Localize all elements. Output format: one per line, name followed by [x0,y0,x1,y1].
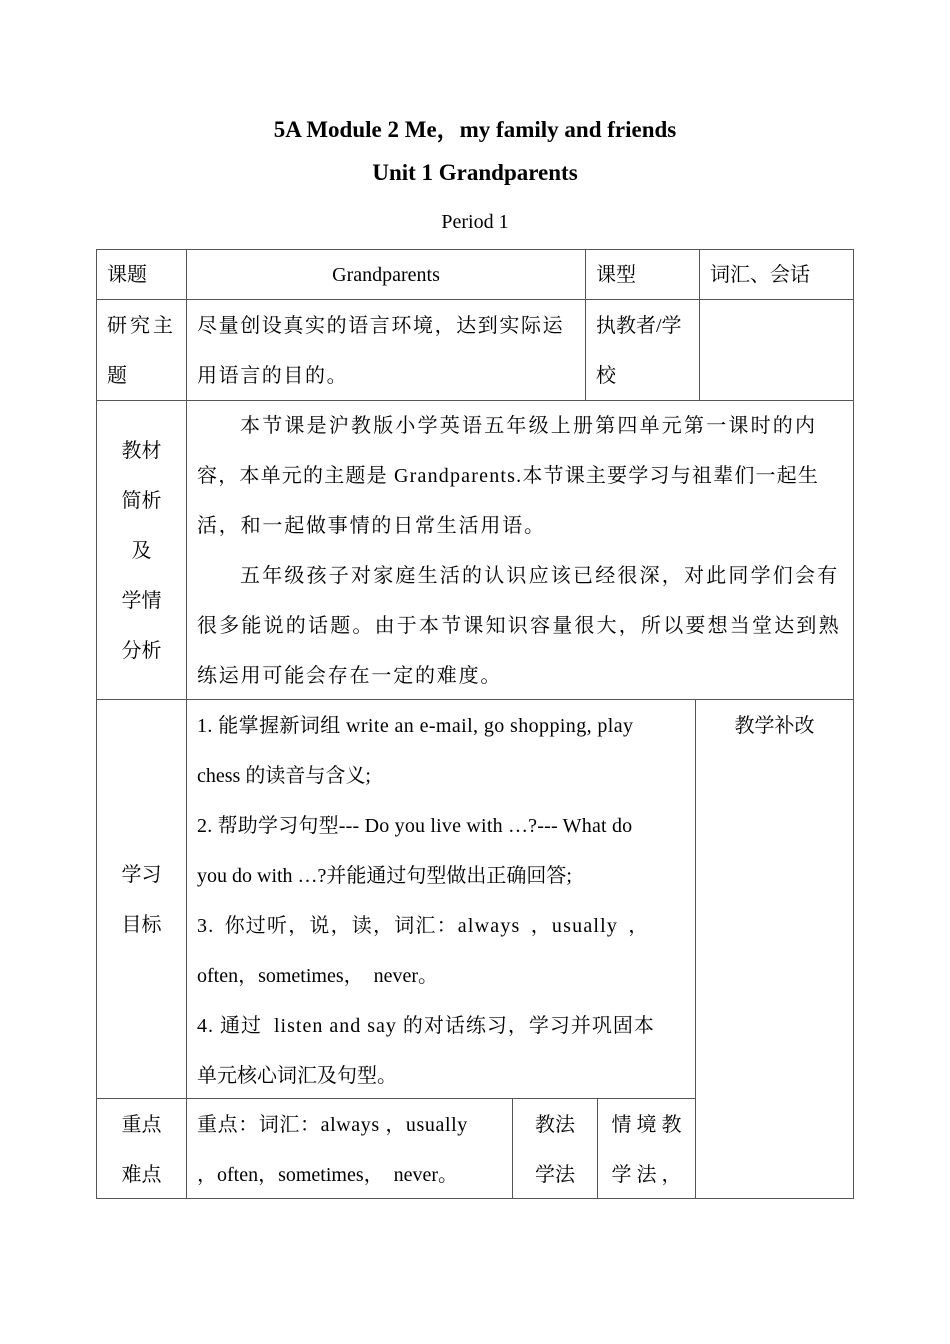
method-value: 情 境 教 学 法 ， [611,1114,682,1186]
table-rule [186,249,187,1198]
document-title: 5A Module 2 Me，my family and friends [273,117,677,142]
table-border-right [853,249,854,1198]
analysis-label: 教材 简析 及 学情 分析 [121,440,162,662]
table-rule [695,699,696,1198]
objectives-label: 学习 目标 [121,864,162,936]
teacher-school-value [700,301,850,399]
lesson-topic-value: Grandparents [332,264,440,286]
table-border-left [96,249,97,1198]
teacher-school-label: 执教者/学 校 [596,315,682,387]
key-points-text: 重点：词汇：always ，usually ，often，sometimes， never。 [197,1114,468,1186]
unit-title: Unit 1 Grandparents [372,160,578,185]
lesson-topic-label: 课题 [107,264,147,286]
teaching-revision-label: 教学补改 [734,715,815,737]
lesson-type-value: 词汇、会话 [710,264,810,286]
research-theme-value: 尽量创设真实的语言环境，达到实际运 用语言的目的。 [197,315,565,387]
analysis-text: 本节课是沪教版小学英语五年级上册第四单元第一课时的内 容，本单元的主题是 Grandparents.本节课主要学习与祖辈们一起生 活，和一起做事情的日常生活用语。 五年级孩子对家庭生活的认识应该已经很深，对此同学们会有 很多能说的话题。由于本节课知识容量很大，所以要想当堂达到熟 练运用可能会存在一定的难度。 [197,415,841,687]
objectives-list: 1. 能掌握新词组 write an e-mail, go shopping, play chess 的读音与含义; 2. 帮助学习句型--- Do you live with …?--- What do you do with …?并能通过句型做出正确回答; 3. 你过听，说，读，词汇：always ，usually ， often，sometimes， never。 4. 通过 listen and say 的对话练习，学习并巩固本 单元核心词汇及句型。 [197,715,655,1087]
table-rule [96,299,854,300]
research-theme-label: 研究主 题 [107,315,176,387]
period-label: Period 1 [441,211,509,233]
lesson-type-label: 课型 [596,264,636,286]
table-rule [585,249,586,400]
key-difficult-label: 重点 难点 [121,1114,162,1186]
method-label: 教法 学法 [535,1114,575,1186]
